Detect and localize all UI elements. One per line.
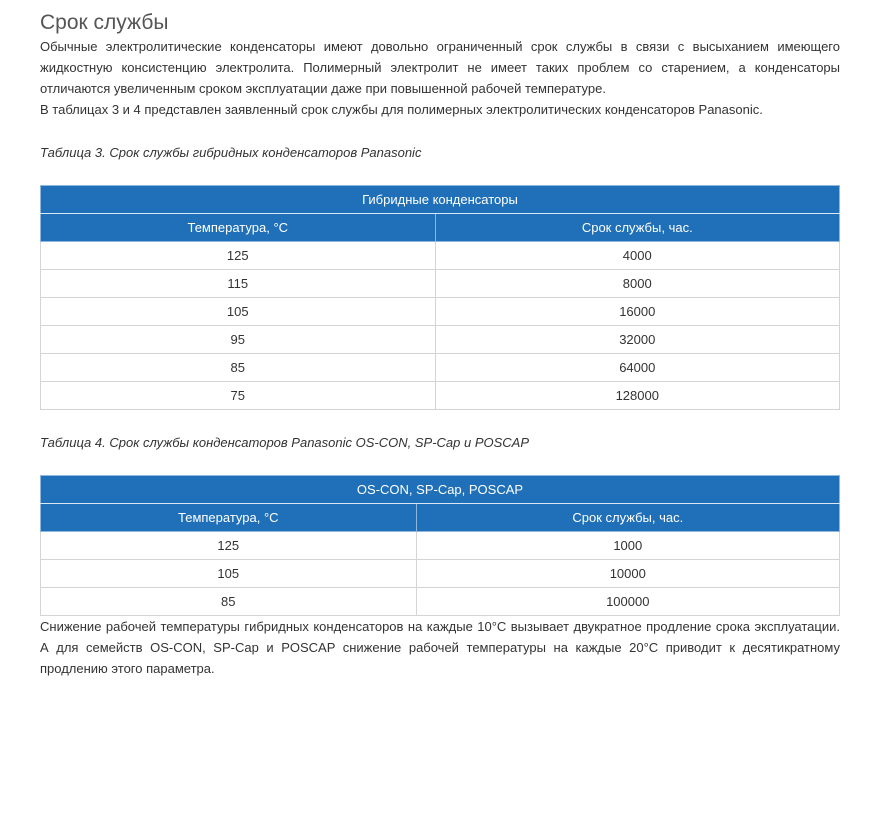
table4-column-header-row <box>41 504 840 532</box>
table-row <box>41 354 840 382</box>
table-row <box>41 532 840 560</box>
table-row <box>41 242 840 270</box>
temperature-cell: 105 <box>41 298 436 326</box>
table-row <box>41 298 840 326</box>
temperature-cell: 125 <box>41 532 417 560</box>
temperature-cell: 105 <box>41 560 417 588</box>
table3-group-header-row <box>41 186 840 214</box>
table4-col-lifetime: Срок службы, час. <box>416 504 839 532</box>
lifetime-cell: 128000 <box>435 382 839 410</box>
table-row <box>41 588 840 616</box>
table4-col-temperature: Температура, °C <box>41 504 417 532</box>
table3-group-header: Гибридные конденсаторы <box>41 186 840 214</box>
temperature-cell: 85 <box>41 588 417 616</box>
table4-oscon-spcap-poscap <box>40 475 840 616</box>
table-row <box>41 270 840 298</box>
lifetime-cell: 16000 <box>435 298 839 326</box>
table-row <box>41 326 840 354</box>
temperature-cell: 125 <box>41 242 436 270</box>
lifetime-cell: 10000 <box>416 560 839 588</box>
table3-col-lifetime: Срок службы, час. <box>435 214 839 242</box>
temperature-cell: 95 <box>41 326 436 354</box>
lifetime-cell: 32000 <box>435 326 839 354</box>
intro-paragraph: Обычные электролитические конденсаторы имеют довольно ограниченный срок службы в связи с высыханием имеющего жидкостную консистенцию электролита. Полимерный электролит не имеет таких проблем со старением, а конденсаторы отличаются увеличенным сроком эксплуатации даже при повышенной рабочей температуре. <box>40 39 840 96</box>
temperature-cell: 85 <box>41 354 436 382</box>
table3-hybrid-capacitors <box>40 185 840 410</box>
table3-col-temperature: Температура, °C <box>41 214 436 242</box>
table4-caption: Таблица 4. Срок службы конденсаторов Panasonic OS-CON, SP-Cap и POSCAP <box>40 435 530 450</box>
lifetime-cell: 64000 <box>435 354 839 382</box>
temperature-cell: 115 <box>41 270 436 298</box>
page-title: Срок службы <box>40 11 169 34</box>
lifetime-cell: 4000 <box>435 242 839 270</box>
conclusion-paragraph: Снижение рабочей температуры гибридных конденсаторов на каждые 10°C вызывает двукратное продление срока эксплуатации. А для семейств OS-CON, SP-Cap и POSCAP снижение рабочей температуры на каждые 20°C приводит к десятикратному продлению этого параметра. <box>40 619 840 676</box>
table4-group-header: OS-CON, SP-Cap, POSCAP <box>41 476 840 504</box>
lifetime-cell: 100000 <box>416 588 839 616</box>
temperature-cell: 75 <box>41 382 436 410</box>
table-row <box>41 382 840 410</box>
table4-group-header-row <box>41 476 840 504</box>
table3-column-header-row <box>41 214 840 242</box>
tables-intro-paragraph: В таблицах 3 и 4 представлен заявленный срок службы для полимерных электролитических конденсаторов Panasonic. <box>40 102 763 117</box>
lifetime-cell: 8000 <box>435 270 839 298</box>
table-row <box>41 560 840 588</box>
table3-caption: Таблица 3. Срок службы гибридных конденсаторов Panasonic <box>40 145 422 160</box>
lifetime-cell: 1000 <box>416 532 839 560</box>
